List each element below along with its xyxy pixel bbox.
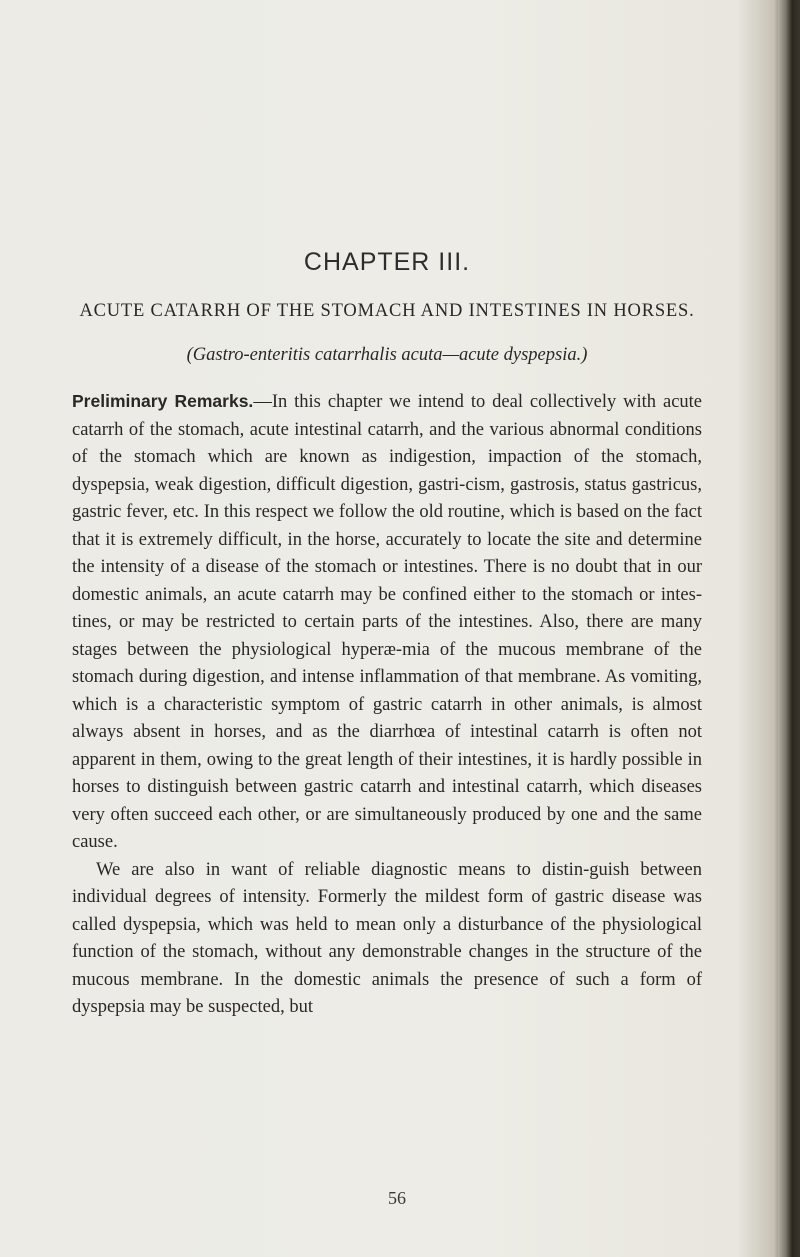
chapter-title: CHAPTER III.: [303, 248, 471, 276]
paragraph-1: [72, 388, 702, 857]
section-subtitle: (Gastro-enteritis catarrhalis acuta—acute dyspepsia.): [186, 345, 588, 365]
section-title: ACUTE CATARRH OF THE STOMACH AND INTESTINES IN HORSES.: [79, 301, 695, 321]
paragraph-1-text: —In this chapter we intend to deal collectively with acute catarrh of the stomach, acute intestinal catarrh, and the various abnormal conditions of the stomach which are known as indigestion, impaction of the stomach, dyspepsia, weak digestion, difficult digestion, gastri-cism, gastrosis, status gastricus, gastric fever, etc. In this respect we follow the old routine, which is based on the fact that it is extremely difficult, in the horse, accurately to locate the site and determine the intensity of a disease of the stomach or intestines. There is no doubt that in our domestic animals, an acute catarrh may be confined either to the stomach or intes-tines, or may be restricted to certain parts of the intestines. Also, there are many stages between the physiological hyperæ-mia of the mucous membrane of the stomach during digestion, and intense inflammation of that membrane. As vomiting, which is a characteristic symptom of gastric catarrh in other animals, is almost always absent in horses, and as the diarrhœa of intestinal catarrh is often not apparent in them, owing to the great length of their intestines, it is hardly possible in horses to distinguish between gastric catarrh and intestinal catarrh, which diseases very often succeed each other, or are simultaneously produced by one and the same cause.: [72, 392, 703, 852]
binding-shadow: [738, 0, 778, 1257]
paragraph-2: We are also in want of reliable diagnostic means to distin-guish between individual degrees of intensity. Formerly the mildest form of gastric disease was called dyspepsia, which was held to mean only a disturbance of the physiological function of the stomach, without any demonstrable changes in the structure of the mucous membrane. In the domestic animals the presence of such a form of dyspepsia may be suspected, but: [72, 859, 702, 1017]
lead-heading: Preliminary Remarks.: [72, 391, 254, 411]
page-content: [72, 248, 702, 1022]
page-number: 56: [388, 1188, 406, 1208]
book-binding-edge: [774, 0, 800, 1257]
